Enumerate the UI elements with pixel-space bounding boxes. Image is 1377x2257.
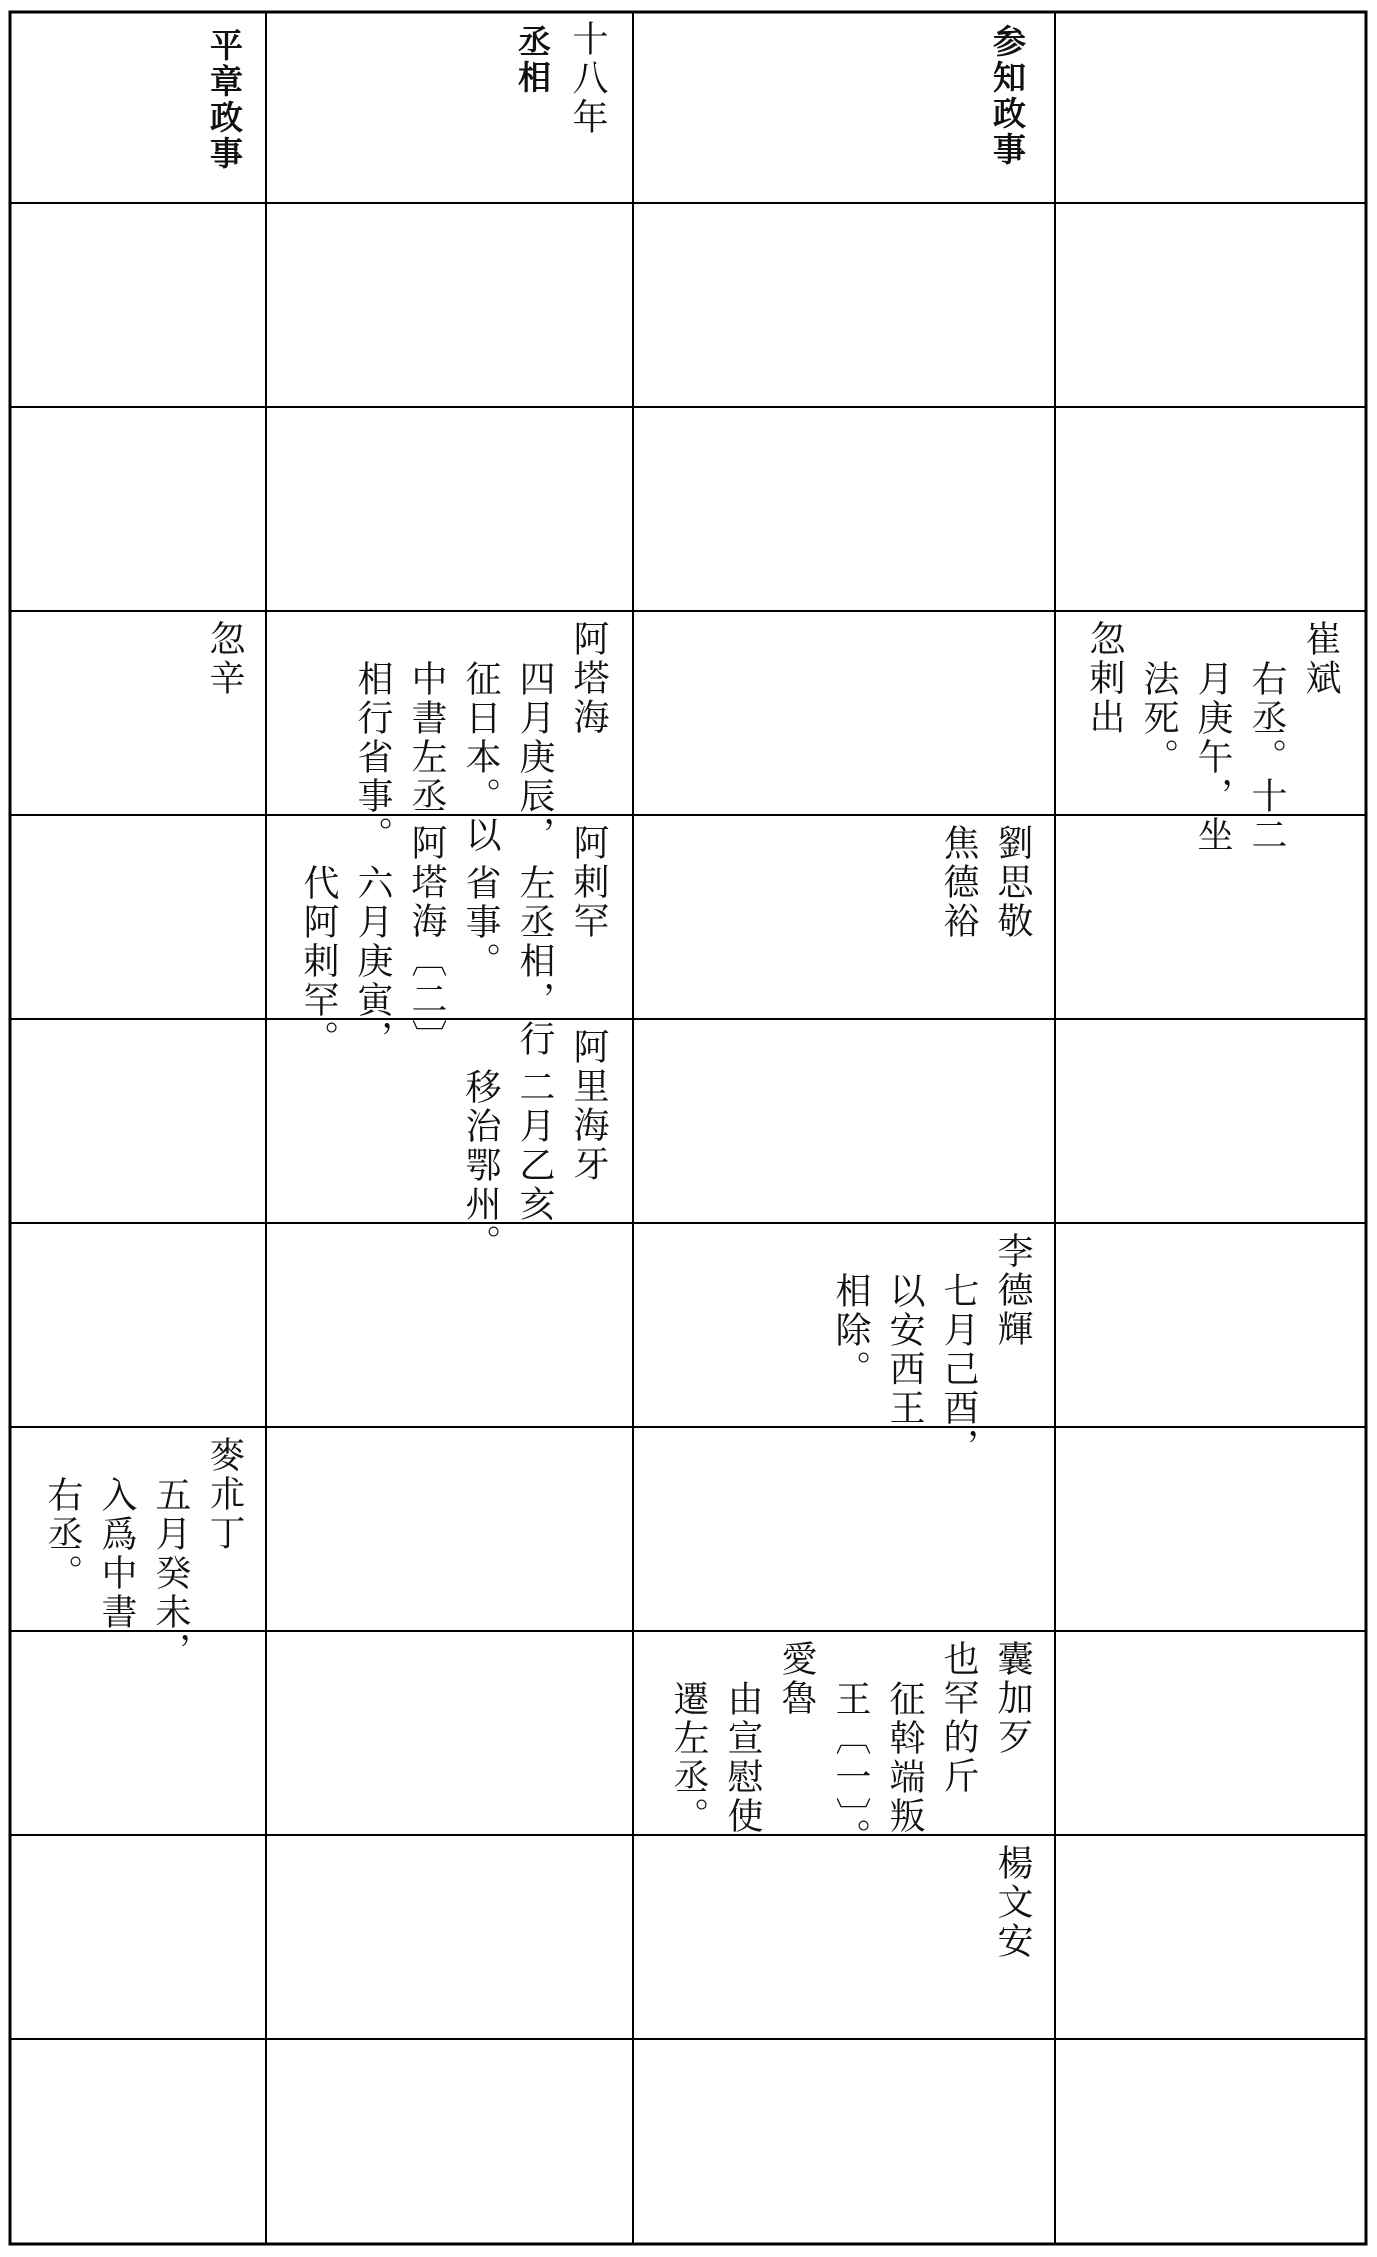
- r9-c3-name: 愛魯: [776, 1640, 817, 1718]
- r9-c3-line: 王〔一〕。: [830, 1680, 871, 1857]
- r4-c4-line: 月庚午，坐: [1192, 660, 1233, 855]
- r7-c3-name: 李德輝: [992, 1232, 1033, 1349]
- r9-c3-line: 也罕的斤: [938, 1640, 979, 1796]
- r4-c4-name2: 忽剌出: [1084, 620, 1125, 737]
- r8-c1-name: 麥朮丁: [204, 1436, 245, 1553]
- header-year: 十八年: [567, 20, 608, 137]
- r5-c2-line: 省事。: [460, 864, 501, 981]
- r6-c2-name: 阿里海牙: [568, 1028, 609, 1184]
- header-col3: 参知政事: [988, 24, 1027, 168]
- r5-c2-line: 六月庚寅，: [352, 864, 393, 1059]
- r4-c4-line: 右丞。十二: [1246, 660, 1287, 855]
- r5-c2-line: 代阿剌罕。: [298, 864, 339, 1059]
- r4-c1-name: 忽辛: [204, 620, 245, 698]
- r4-c2-line: 征日本。以: [460, 660, 501, 855]
- r5-c2-name: 阿塔海〔二〕: [406, 824, 447, 1058]
- header-col1: 平章政事: [205, 28, 244, 172]
- r8-c1-line: 入爲中書: [96, 1476, 137, 1632]
- r7-c3-line: 相除。: [830, 1272, 871, 1389]
- r4-c4-name: 崔斌: [1300, 620, 1341, 698]
- r6-c2-line: 二月乙亥: [514, 1068, 555, 1224]
- r7-c3-line: 以安西王: [884, 1272, 925, 1428]
- r9-c3-line: 由宣慰使: [722, 1680, 763, 1836]
- r8-c1-line: 五月癸未，: [150, 1476, 191, 1671]
- r8-c1-line: 右丞。: [42, 1476, 83, 1593]
- r9-c3-name: 囊加歹: [992, 1640, 1033, 1757]
- header-col2: 丞相: [513, 24, 552, 96]
- r4-c2-line: 中書左丞: [406, 660, 447, 816]
- r7-c3-line: 七月己酉，: [938, 1272, 979, 1467]
- r5-c3-name: 焦德裕: [938, 824, 979, 941]
- r4-c2-name: 阿塔海: [568, 620, 609, 737]
- r9-c3-line: 征斡端叛: [884, 1680, 925, 1836]
- r5-c2-line: 左丞相，行: [514, 864, 555, 1059]
- r9-c3-line: 遷左丞。: [668, 1680, 709, 1836]
- r10-c3-name: 楊文安: [992, 1844, 1033, 1961]
- r6-c2-line: 移治鄂州。: [460, 1068, 501, 1263]
- r4-c2-line: 相行省事。: [352, 660, 393, 855]
- r5-c2-name: 阿剌罕: [568, 824, 609, 941]
- r4-c2-line: 四月庚辰，: [514, 660, 555, 855]
- r5-c3-name: 劉思敬: [992, 824, 1033, 941]
- r4-c4-line: 法死。: [1138, 660, 1179, 777]
